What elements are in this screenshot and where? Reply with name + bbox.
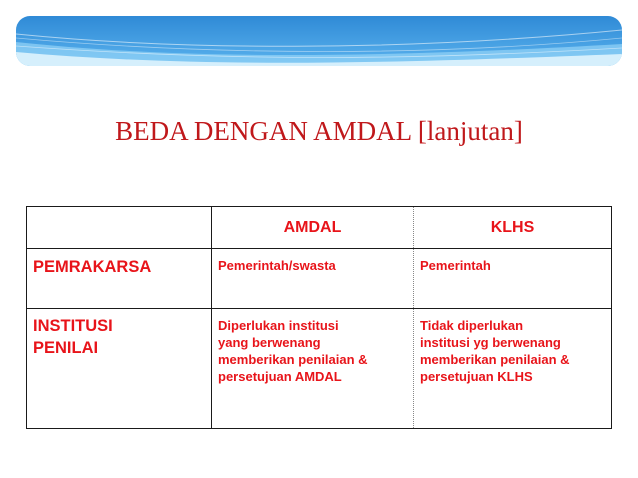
- row-label-pemrakarsa: PEMRAKARSA: [27, 249, 212, 309]
- row-label-institusi-penilai: INSTITUSI PENILAI: [27, 309, 212, 429]
- cell-klhs-pemrakarsa: Pemerintah: [414, 249, 612, 309]
- cell-amdal-institusi-penilai: Diperlukan institusi yang berwenang memberikan penilaian & persetujuan AMDAL: [212, 309, 414, 429]
- slide-title: BEDA DENGAN AMDAL [lanjutan]: [115, 116, 523, 146]
- comparison-table: [26, 206, 612, 429]
- header-amdal: AMDAL: [212, 207, 414, 249]
- table-header-row: [27, 207, 612, 249]
- header-wave-banner: [16, 16, 622, 66]
- table-row: [27, 249, 612, 309]
- cell-amdal-pemrakarsa: Pemerintah/swasta: [212, 249, 414, 309]
- header-empty-cell: [27, 207, 212, 249]
- table-row: [27, 309, 612, 429]
- header-klhs: KLHS: [414, 207, 612, 249]
- cell-klhs-institusi-penilai: Tidak diperlukan institusi yg berwenang memberikan penilaian & persetujuan KLHS: [414, 309, 612, 429]
